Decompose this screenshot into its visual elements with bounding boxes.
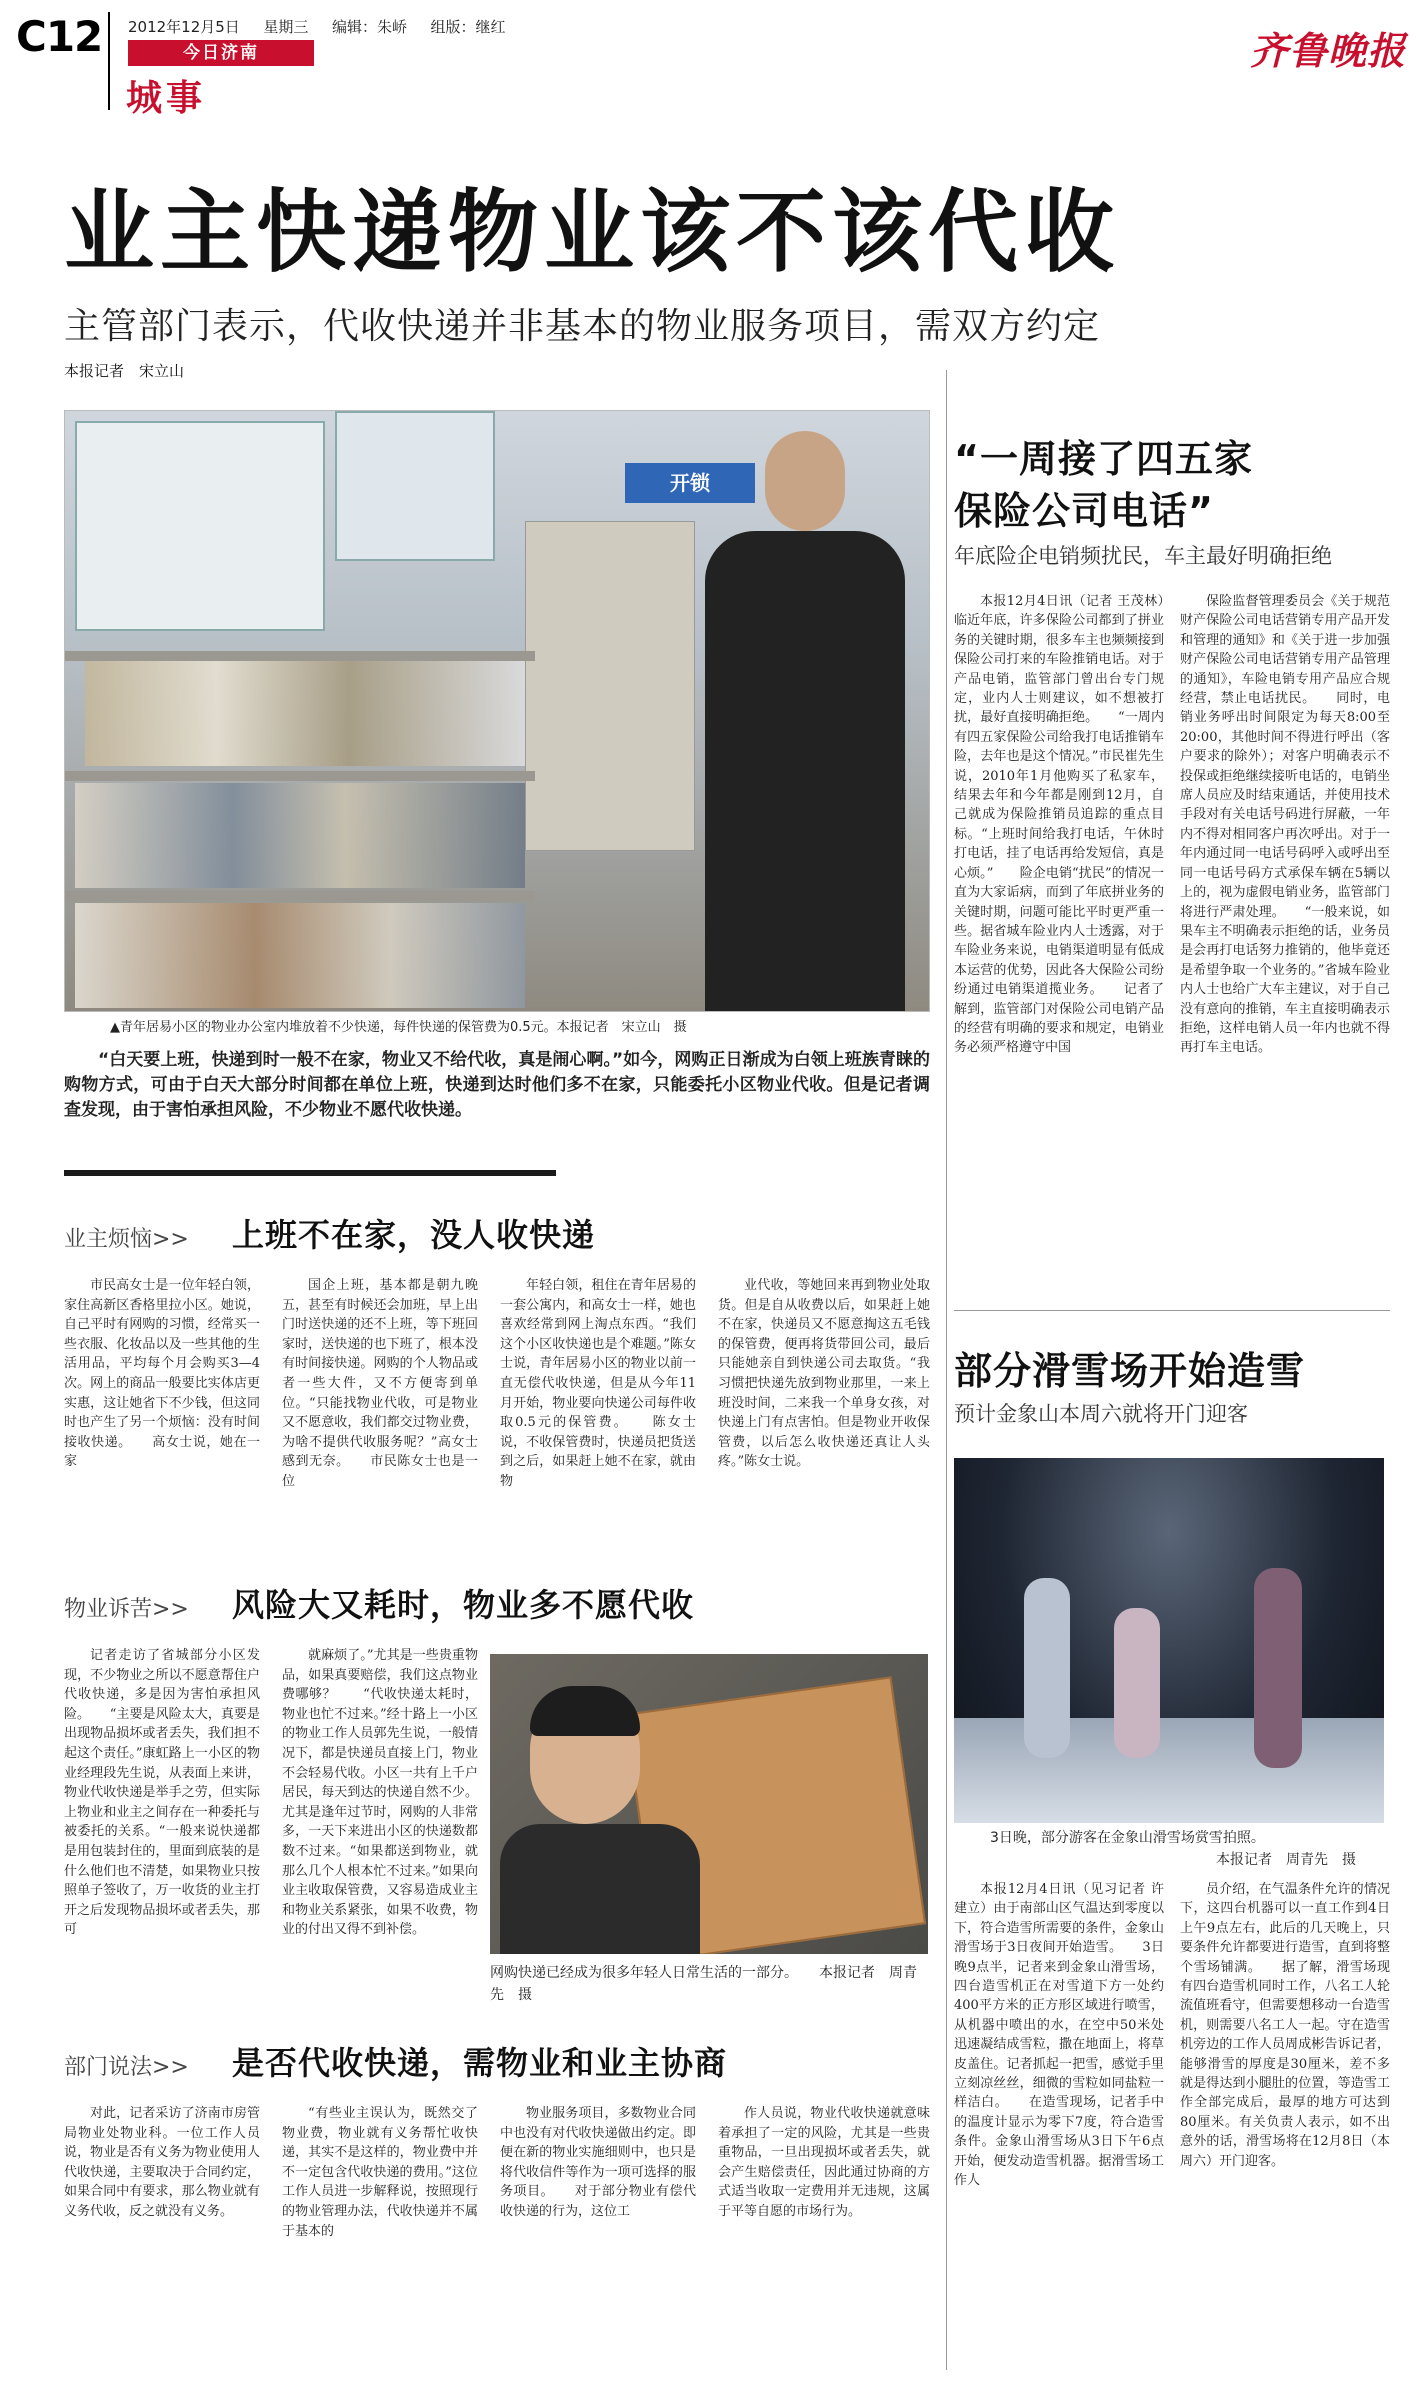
section-1-col-1: 市民高女士是一位年轻白领，家住高新区香格里拉小区。她说，自己平时有网购的习惯，经常买一些衣服、化妆品以及一些其他的生活用品，平均每个月会购买3—4次。网上的商品一般要比实体店更实惠，这让她省下不少钱，但这同时也产生了另一个烦恼：没有时间接收快递。 高女士说，她在一家 (64, 1278, 260, 1470)
section-2-col-2: 就麻烦了。”尤其是一些贵重物品，如果真要赔偿，我们这点物业费哪够？ “代收快递太耗时，物业也忙不过来。”经十路上一小区的物业工作人员郭先生说，一般情况下，都是快递员直接上门，物业不会轻易代收。小区一共有上千户居民，每天到达的快递自然不少。尤其是逢年过节时，网购的人非常多，一天下来进出小区的快递数都数不过来。“如果都送到物业，就那么几个人根本忙不过来。”如果向业主收取保管费，又容易造成业主和物业关系紧张，如果不收费，物业的付出又得不到补偿。 (282, 1648, 478, 1938)
shelf-photo (65, 771, 535, 781)
side1-col-2: 保险监督管理委员会《关于规范财产保险公司电话营销专用产品开发和管理的通知》和《关于进一步加强财产保险公司电话营销专用产品管理的通知》，车险电销专用产品应合规经营，禁止电话扰民。 同时，电销业务呼出时间限定为每天8:00至20:00，其他时间不得进行呼出（客户要求的除外）；对客户明确表示不投保或拒绝继续接听电话的，电销坐席人员应及时结束通话，并使用技术手段对有关电话号码进行屏蔽，一年内不得对相同客户再次呼出。对于一年内通过同一电话号码呼入或呼出至同一电话号码方式承保车辆在5辆以上的，视为虚假电销业务，监管部门将进行严肃处理。 “一般来说，如果车主不明确表示拒绝的话，业务员是会再打电话努力推销的，他毕竟还是希望争取一个业务的。”省城车险业内人士也给广大车主建议，对于自己没有意向的推销，车主直接明确表示拒绝，这样电销人员一年内也就不得再打车主电话。 (1180, 594, 1390, 1056)
shelf-photo (65, 651, 535, 661)
page-header (0, 0, 1417, 135)
column-divider (946, 370, 947, 2370)
section-1-col-3: 年轻白领，租住在青年居易的一套公寓内，和高女士一样，她也喜欢经常到网上淘点东西。“我们这个小区收快递也是个难题。”陈女士说，青年居易小区的物业以前一直无偿代收快递，但是从今年11月开始，物业要向快递公司每件收取0.5元的保管费。 陈女士说，不收保管费时，快递员把货送到之后，如果赶上她不在家，就由物 (500, 1278, 696, 1489)
section-3-col-4: 作人员说，物业代收快递就意味着承担了一定的风险，尤其是一些贵重物品，一旦出现损坏或者丢失，就会产生赔偿责任，因此通过协商的方式适当收取一定费用并无违规，这属于平等自愿的市场行为。 (718, 2106, 930, 2219)
person-3-photo (1254, 1568, 1302, 1768)
parcel-photo (490, 1654, 928, 1954)
shelf-photo (65, 891, 535, 901)
main-byline: 本报记者 宋立山 (64, 362, 185, 380)
section-3-label: 部门说法>> (64, 2055, 189, 2080)
door-sign-text: 开锁 (670, 471, 710, 495)
main-photo (64, 410, 930, 1012)
side1-col-1: 本报12月4日讯（记者 王茂林）临近年底，许多保险公司都到了拼业务的关键时期，很多车主也频频接到保险公司打来的车险推销电话。对于产品电销，监管部门曾出台专门规定，业内人士则建议，如不想被打扰，最好直接明确拒绝。 “一周内有四五家保险公司给我打电话推销车险，去年也是这个情况。”市民崔先生说，2010年1月他购买了私家车，结果去年和今年都是刚到12月，自己就成为保险推销员追踪的重点目标。“上班时间给我打电话，午休时打电话，挂了电话再给发短信，真是心烦。” 险企电销“扰民”的情况一直为大家诟病，而到了年底拼业务的关键时期，问题可能比平时更严重一些。据省城车险业内人士透露，对于车险业务来说，电销渠道明显有低成本运营的优势，因此各大保险公司纷纷通过电销渠道揽业务。 记者了解到，监管部门对保险公司电销产品的经营有明确的要求和规定，电销业务必须严格遵守中国 (954, 594, 1164, 1056)
section-2-title: 风险大又耗时，物业多不愿代收 (232, 1586, 695, 1624)
ski-photo-caption-1: 3日晚，部分游客在金象山滑雪场赏雪拍照。 (990, 1830, 1265, 1846)
section-3-title: 是否代收快递，需物业和业主协商 (232, 2044, 728, 2082)
notice-board-2-photo (335, 411, 495, 561)
page-number: C12 (16, 12, 103, 61)
paper-logo: 齐鲁晚报 (1250, 28, 1407, 73)
ski-photo-caption-2: 本报记者 周青先 摄 (1216, 1852, 1356, 1868)
young-man-body-photo (500, 1824, 700, 1954)
section-1-header (64, 1210, 930, 1256)
section-2-header (64, 1580, 930, 1626)
notice-board-photo (75, 421, 325, 631)
side1-subhead: 年底险企电销频扰民，车主最好明确拒绝 (954, 544, 1332, 568)
side2-headline: 部分滑雪场开始造雪 (954, 1349, 1306, 1393)
parcel-pile-photo (85, 661, 525, 766)
section-1-title: 上班不在家，没人收快递 (232, 1216, 596, 1254)
person-2-photo (1114, 1608, 1160, 1758)
side1-headline-line1: “一周接了四五家 (954, 437, 1253, 481)
side-separator (954, 1310, 1390, 1311)
person-1-photo (1024, 1578, 1070, 1758)
section-3-col-2: “有些业主误认为，既然交了物业费，物业就有义务帮忙收快递，其实不是这样的，物业费中并不一定包含代收快递的费用。”这位工作人员进一步解释说，按照现行的物业管理办法，代收快递并不属于基本的 (282, 2106, 478, 2239)
man-body-photo (705, 531, 905, 1012)
header-rule (108, 12, 110, 110)
door-sign-photo (625, 463, 755, 503)
section-1-col-2: 国企上班，基本都是朝九晚五，甚至有时候还会加班，早上出门时送快递的还不上班，等下班回家时，送快递的也下班了，根本没有时间接快递。网购的个人物品或者一些大件，又不方便寄到单位。“只能找物业代收，可是物业又不愿意收，我们都交过物业费，为啥不提供代收服务呢？”高女士感到无奈。 市民陈女士也是一位 (282, 1278, 478, 1489)
main-subhead: 主管部门表示，代收快递并非基本的物业服务项目，需双方约定 (64, 306, 1101, 347)
parcel-pile-photo (75, 903, 525, 1008)
side1-headline-line2: 保险公司电话” (954, 489, 1214, 533)
section-3-col-1: 对此，记者采访了济南市房管局物业处物业科。一位工作人员说，物业是否有义务为物业使用人代收快递，主要取决于合同约定，如果合同中有要求，那么物业就有义务代收，反之就没有义务。 (64, 2106, 260, 2219)
issue-date: 2012年12月5日 (128, 18, 240, 36)
filing-cabinet-photo (525, 521, 695, 851)
side2-col-1: 本报12月4日讯（见习记者 许建立）由于南部山区气温达到零度以下，符合造雪所需要的条件，金象山滑雪场于3日夜间开始造雪。 3日晚9点半，记者来到金象山滑雪场，四台造雪机正在对雪道下方一处约400平方米的正方形区域进行喷雪，从机器中喷出的水，在空中50米处迅速凝结成雪粒，撒在地面上，将草皮盖住。记者抓起一把雪，感觉手里立刻凉丝丝，细微的雪粒如同盐粒一样洁白。 在造雪现场，记者手中的温度计显示为零下7度，符合造雪条件。金象山滑雪场从3日下午6点开始，便发动造雪机器。据滑雪场工作人 (954, 1882, 1164, 2189)
issue-editor: 编辑：朱峤 (331, 18, 407, 36)
section-1-label: 业主烦恼>> (64, 1227, 189, 1252)
section-3-header (64, 2038, 930, 2084)
side2-col-2: 员介绍，在气温条件允许的情况下，这四台机器可以一直工作到4日上午9点左右，此后的几天晚上，只要条件允许都要进行造雪，直到将整个雪场铺满。 据了解，滑雪场现有四台造雪机同时工作，八名工人轮流值班看守，但需要想移动一台造雪机，则需要八名工人一起。守在造雪机旁边的工作人员周成彬告诉记者，能够滑雪的厚度是30厘米，差不多就是得达到小腿肚的位置，等造雪工作全部完成后，最厚的地方可达到80厘米。有关负责人表示，如不出意外的话，滑雪场将在12月8日（本周六）开门迎客。 (1180, 1882, 1390, 2169)
young-man-hair-photo (530, 1686, 640, 1736)
parcel-photo-caption: 网购快递已经成为很多年轻人日常生活的一部分。 本报记者 周青先 摄 (490, 1965, 917, 2003)
section-3-col-3: 物业服务项目，多数物业合同中也没有对代收快递做出约定。即便在新的物业实施细则中，也只是将代收信件等作为一项可选择的服务项目。 对于部分物业有偿代收快递的行为，这位工 (500, 2106, 696, 2219)
side2-subhead: 预计金象山本周六就将开门迎客 (954, 1402, 1248, 1426)
main-lead: “白天要上班，快递到时一般不在家，物业又不给代收，真是闹心啊。”如今，网购正日渐成为白领上班族青睐的购物方式，可由于白天大部分时间都在单位上班，快递到达时他们多不在家，只能委托小区物业代收。但是记者调查发现，由于害怕承担风险，不少物业不愿代收快递。 (64, 1050, 930, 1120)
man-head-photo (765, 431, 845, 531)
parcel-pile-photo (75, 783, 525, 888)
issue-weekday: 星期三 (263, 18, 309, 36)
section-2-col-1: 记者走访了省城部分小区发现，不少物业之所以不愿意帮住户代收快递，多是因为害怕承担风险。 “主要是风险太大，真要是出现物品损坏或者丢失，我们担不起这个责任。”康虹路上一小区的物业经理段先生说，从表面上来讲，物业代收快递是举手之劳，但实际上物业和业主之间存在一种委托与被委托的关系。“一般来说快递都是用包装封住的，里面到底装的是什么他们也不清楚，如果物业只按照单子签收了，万一收货的业主打开之后发现物品损坏或者丢失，那可 (64, 1648, 260, 1938)
main-photo-caption: ▲青年居易小区的物业办公室内堆放着不少快递，每件快递的保管费为0.5元。本报记者 宋立山 摄 (110, 1020, 687, 1035)
section-tag: 今日济南 (128, 40, 314, 66)
section-2-label: 物业诉苦>> (64, 1597, 189, 1622)
ski-photo (954, 1458, 1384, 1823)
section-1-col-4: 业代收，等她回来再到物业处取货。但是自从收费以后，如果赶上她不在家，快递员又不愿意掏这五毛钱的保管费，便再将货带回公司，最后只能她亲自到快递公司去取货。“我习惯把快递先放到物业那里，一来上班没时间，二来我一个单身女孩，对快递上门有点害怕。但是物业开收保管费，以后怎么收快递还真让人头疼。”陈女士说。 (718, 1278, 930, 1470)
issue-layout: 组版：继红 (430, 18, 506, 36)
snow-ground-photo (954, 1718, 1384, 1823)
lead-rule (64, 1170, 556, 1176)
main-headline: 业主快递物业该不该代收 (64, 180, 1120, 285)
issue-meta (128, 16, 506, 37)
section-name: 城事 (126, 78, 207, 119)
